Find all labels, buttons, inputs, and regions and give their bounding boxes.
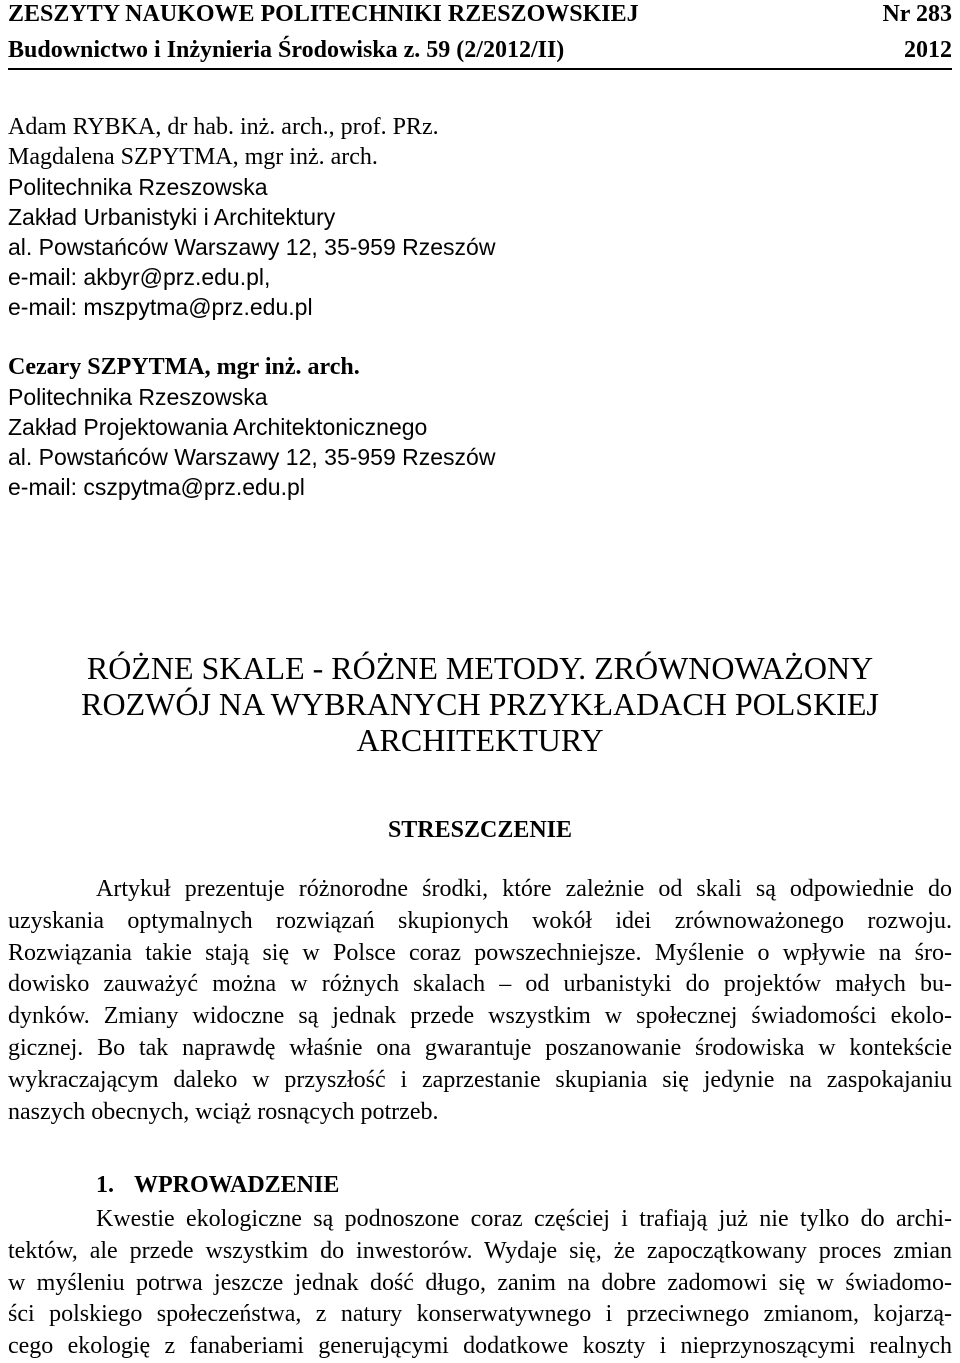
paper-title-line: RÓŻNE SKALE - RÓŻNE METODY. ZRÓWNOWAŻONY: [86, 650, 874, 686]
affiliation-address: al. Powstańców Warszawy 12, 35-959 Rzeszów: [8, 444, 496, 470]
author-email: e-mail: mszpytma@prz.edu.pl: [8, 294, 313, 320]
affiliation-university: Politechnika Rzeszowska: [8, 174, 268, 200]
affiliation-address: al. Powstańców Warszawy 12, 35-959 Rzeszów: [8, 234, 496, 260]
author-name-c-szpytma: Cezary SZPYTMA, mgr inż. arch.: [8, 354, 360, 380]
abstract-text: [8, 874, 952, 1128]
paper-title: [0, 650, 960, 758]
abstract-heading: STRESZCZENIE: [387, 817, 573, 843]
author-block-2: [8, 352, 495, 502]
journal-header: [8, 0, 952, 70]
body-line: tektów, ale przede wszystkim do inwestorów. Wydaje się, że zapoczątkowany proces zmian: [8, 1237, 952, 1264]
journal-name: ZESZYTY NAUKOWE POLITECHNIKI RZESZOWSKIEJ: [8, 1, 639, 27]
journal-header-row-1: [8, 0, 952, 32]
journal-number: Nr 283: [882, 1, 952, 27]
journal-header-row-2: [8, 32, 952, 68]
author-email: e-mail: akbyr@prz.edu.pl,: [8, 264, 271, 290]
section-title: WPROWADZENIE: [134, 1172, 340, 1198]
abstract-line: Artykuł prezentuje różnorodne środki, które zależnie od skali są odpowiednie do: [96, 876, 952, 902]
abstract-line: dynków. Zmiany widoczne są jednak przede wszystkim w społecznej świadomości ekolo-: [8, 1003, 952, 1030]
abstract-line: dowisko zauważyć można w różnych skalach – od urbanistyki do projektów małych bu-: [8, 971, 952, 998]
abstract-line: uzyskania optymalnych rozwiązań skupionych wokół idei zrównoważonego rozwoju.: [8, 907, 952, 934]
author-email: e-mail: cszpytma@prz.edu.pl: [8, 474, 305, 500]
body-line: w myśleniu potrwa jeszcze jednak dość długo, zanim na dobre zadomowi się w świadomo-: [8, 1269, 952, 1296]
paper-title-line: ROZWÓJ NA WYBRANYCH PRZYKŁADACH POLSKIEJ: [81, 686, 879, 722]
abstract-line: wykraczającym daleko w przyszłość i zaprzestanie skupiania się jedynie na zaspokajaniu: [8, 1066, 952, 1093]
journal-series: Budownictwo i Inżynieria Środowiska z. 59 (2/2012/II): [8, 37, 565, 63]
author-affiliations: [8, 112, 495, 502]
author-block-1: [8, 112, 495, 322]
abstract-line: gicznej. Bo tak naprawdę właśnie ona gwarantuje poszanowanie środowiska w kontekście: [8, 1034, 952, 1061]
body-line: cego ekologię z fanaberiami generującymi dodatkowe koszty i nieprzynoszącymi realnych: [8, 1333, 952, 1360]
journal-year: 2012: [904, 37, 952, 63]
body-line: Kwestie ekologiczne są podnoszone coraz częściej i trafiają już nie tylko do archi-: [96, 1206, 952, 1232]
affiliation-university: Politechnika Rzeszowska: [8, 384, 268, 410]
introduction-text: [8, 1204, 952, 1363]
paper-title-line: ARCHITEKTURY: [356, 722, 604, 758]
affiliation-department: Zakład Projektowania Architektonicznego: [8, 414, 428, 440]
affiliation-department: Zakład Urbanistyki i Architektury: [8, 204, 336, 230]
body-line: ści polskiego społeczeństwa, z natury konserwatywnego i przeciwnego zmianom, kojarzą-: [8, 1301, 952, 1328]
author-name-m-szpytma: Magdalena SZPYTMA, mgr inż. arch.: [8, 144, 378, 170]
abstract-line: Rozwiązania takie stają się w Polsce coraz powszechniejsze. Myślenie o wpływie na śro-: [8, 939, 952, 966]
section-heading-introduction: [96, 1172, 339, 1199]
section-number: 1.: [96, 1172, 114, 1198]
abstract-line: naszych obecnych, wciąż rosnących potrzeb.: [8, 1098, 439, 1125]
author-name-rybka: Adam RYBKA, dr hab. inż. arch., prof. PRz.: [8, 114, 439, 140]
